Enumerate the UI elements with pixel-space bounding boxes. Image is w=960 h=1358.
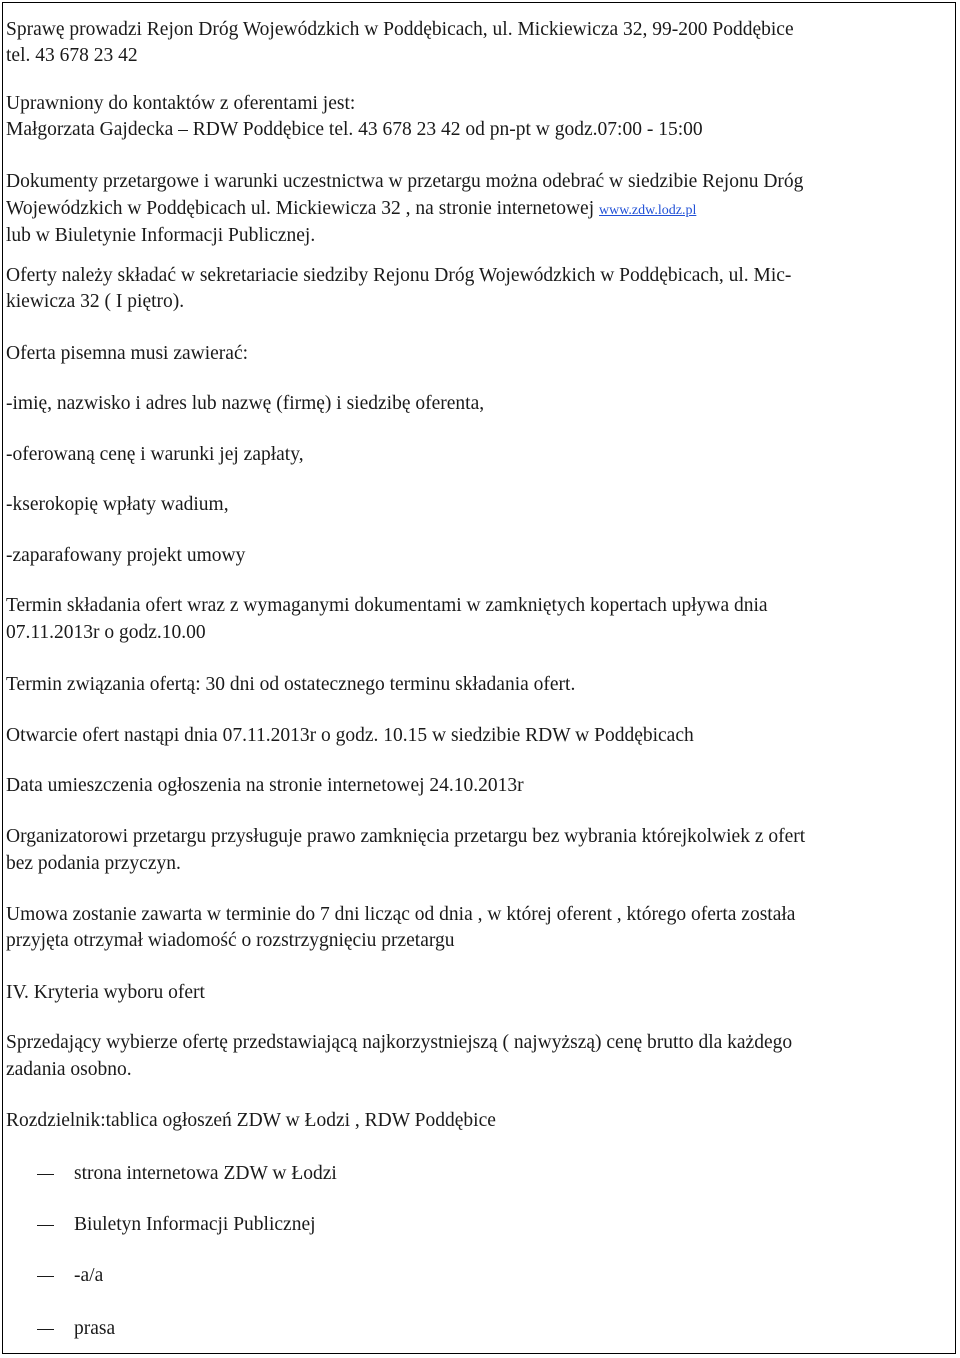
distribution-item: -a/a (74, 1265, 104, 1286)
header-line-2: tel. 43 678 23 42 (6, 45, 138, 66)
dash-bullet-icon (37, 1225, 54, 1226)
requirement-item: -zaparafowany projekt umowy (6, 545, 246, 566)
contact-label: Uprawniony do kontaktów z oferentami jest: (6, 93, 356, 114)
contract-line-2: przyjęta otrzymał wiadomość o rozstrzygnięciu przetargu (6, 930, 455, 951)
distribution-item: Biuletyn Informacji Publicznej (74, 1214, 316, 1235)
contact-person: Małgorzata Gajdecka – RDW Poddębice tel. 43 678 23 42 od pn-pt w godz.07:00 - 15:00 (6, 119, 703, 140)
opening-info: Otwarcie ofert nastąpi dnia 07.11.2013r o godz. 10.15 w siedzibie RDW w Poddębicach (6, 725, 694, 746)
website-link[interactable]: www.zdw.lodz.pl (599, 203, 697, 218)
requirement-item: -kserokopię wpłaty wadium, (6, 494, 229, 515)
requirement-item: -oferowaną cenę i warunki jej zapłaty, (6, 444, 304, 465)
organizer-right-line-1: Organizatorowi przetargu przysługuje prawo zamknięcia przetargu bez wybrania którejkolwiek z ofert (6, 826, 806, 847)
criteria-heading: IV. Kryteria wyboru ofert (6, 982, 205, 1003)
requirements-title: Oferta pisemna musi zawierać: (6, 343, 249, 364)
organizer-right-line-2: bez podania przyczyn. (6, 853, 181, 874)
criteria-line-1: Sprzedający wybierze ofertę przedstawiającą najkorzystniejszą ( najwyższą) cenę brutto dla każdego (6, 1032, 793, 1053)
documents-line-3: lub w Biuletynie Informacji Publicznej. (6, 225, 316, 246)
dash-bullet-icon (37, 1276, 54, 1277)
offers-location-line-1: Oferty należy składać w sekretariacie siedziby Rejonu Dróg Wojewódzkich w Poddębicach, ul. Mic- (6, 265, 792, 286)
dash-bullet-icon (37, 1174, 54, 1175)
documents-line-2: Wojewódzkich w Poddębicach ul. Mickiewicza 32 , na stronie internetowej www.zdw.lodz.pl (6, 198, 697, 219)
publication-date: Data umieszczenia ogłoszenia na stronie internetowej 24.10.2013r (6, 775, 524, 796)
deadline-line-2: 07.11.2013r o godz.10.00 (6, 622, 206, 643)
distribution-item: strona internetowa ZDW w Łodzi (74, 1163, 337, 1184)
deadline-line-1: Termin składania ofert wraz z wymaganymi dokumentami w zamkniętych kopertach upływa dnia (6, 595, 768, 616)
distribution-item: prasa (74, 1318, 116, 1339)
binding-period: Termin związania ofertą: 30 dni od ostatecznego terminu składania ofert. (6, 674, 576, 695)
header-line-1: Sprawę prowadzi Rejon Dróg Wojewódzkich w Poddębicach, ul. Mickiewicza 32, 99-200 Poddębice (6, 19, 794, 40)
requirement-item: -imię, nazwisko i adres lub nazwę (firmę) i siedzibę oferenta, (6, 393, 485, 414)
documents-line-1: Dokumenty przetargowe i warunki uczestnictwa w przetargu można odebrać w siedzibie Rejonu Dróg (6, 171, 804, 192)
dash-bullet-icon (37, 1329, 54, 1330)
contract-line-1: Umowa zostanie zawarta w terminie do 7 dni licząc od dnia , w której oferent , którego oferta została (6, 904, 796, 925)
offers-location-line-2: kiewicza 32 ( I piętro). (6, 291, 185, 312)
distribution-title: Rozdzielnik:tablica ogłoszeń ZDW w Łodzi , RDW Poddębice (6, 1110, 496, 1131)
criteria-line-2: zadania osobno. (6, 1059, 132, 1080)
